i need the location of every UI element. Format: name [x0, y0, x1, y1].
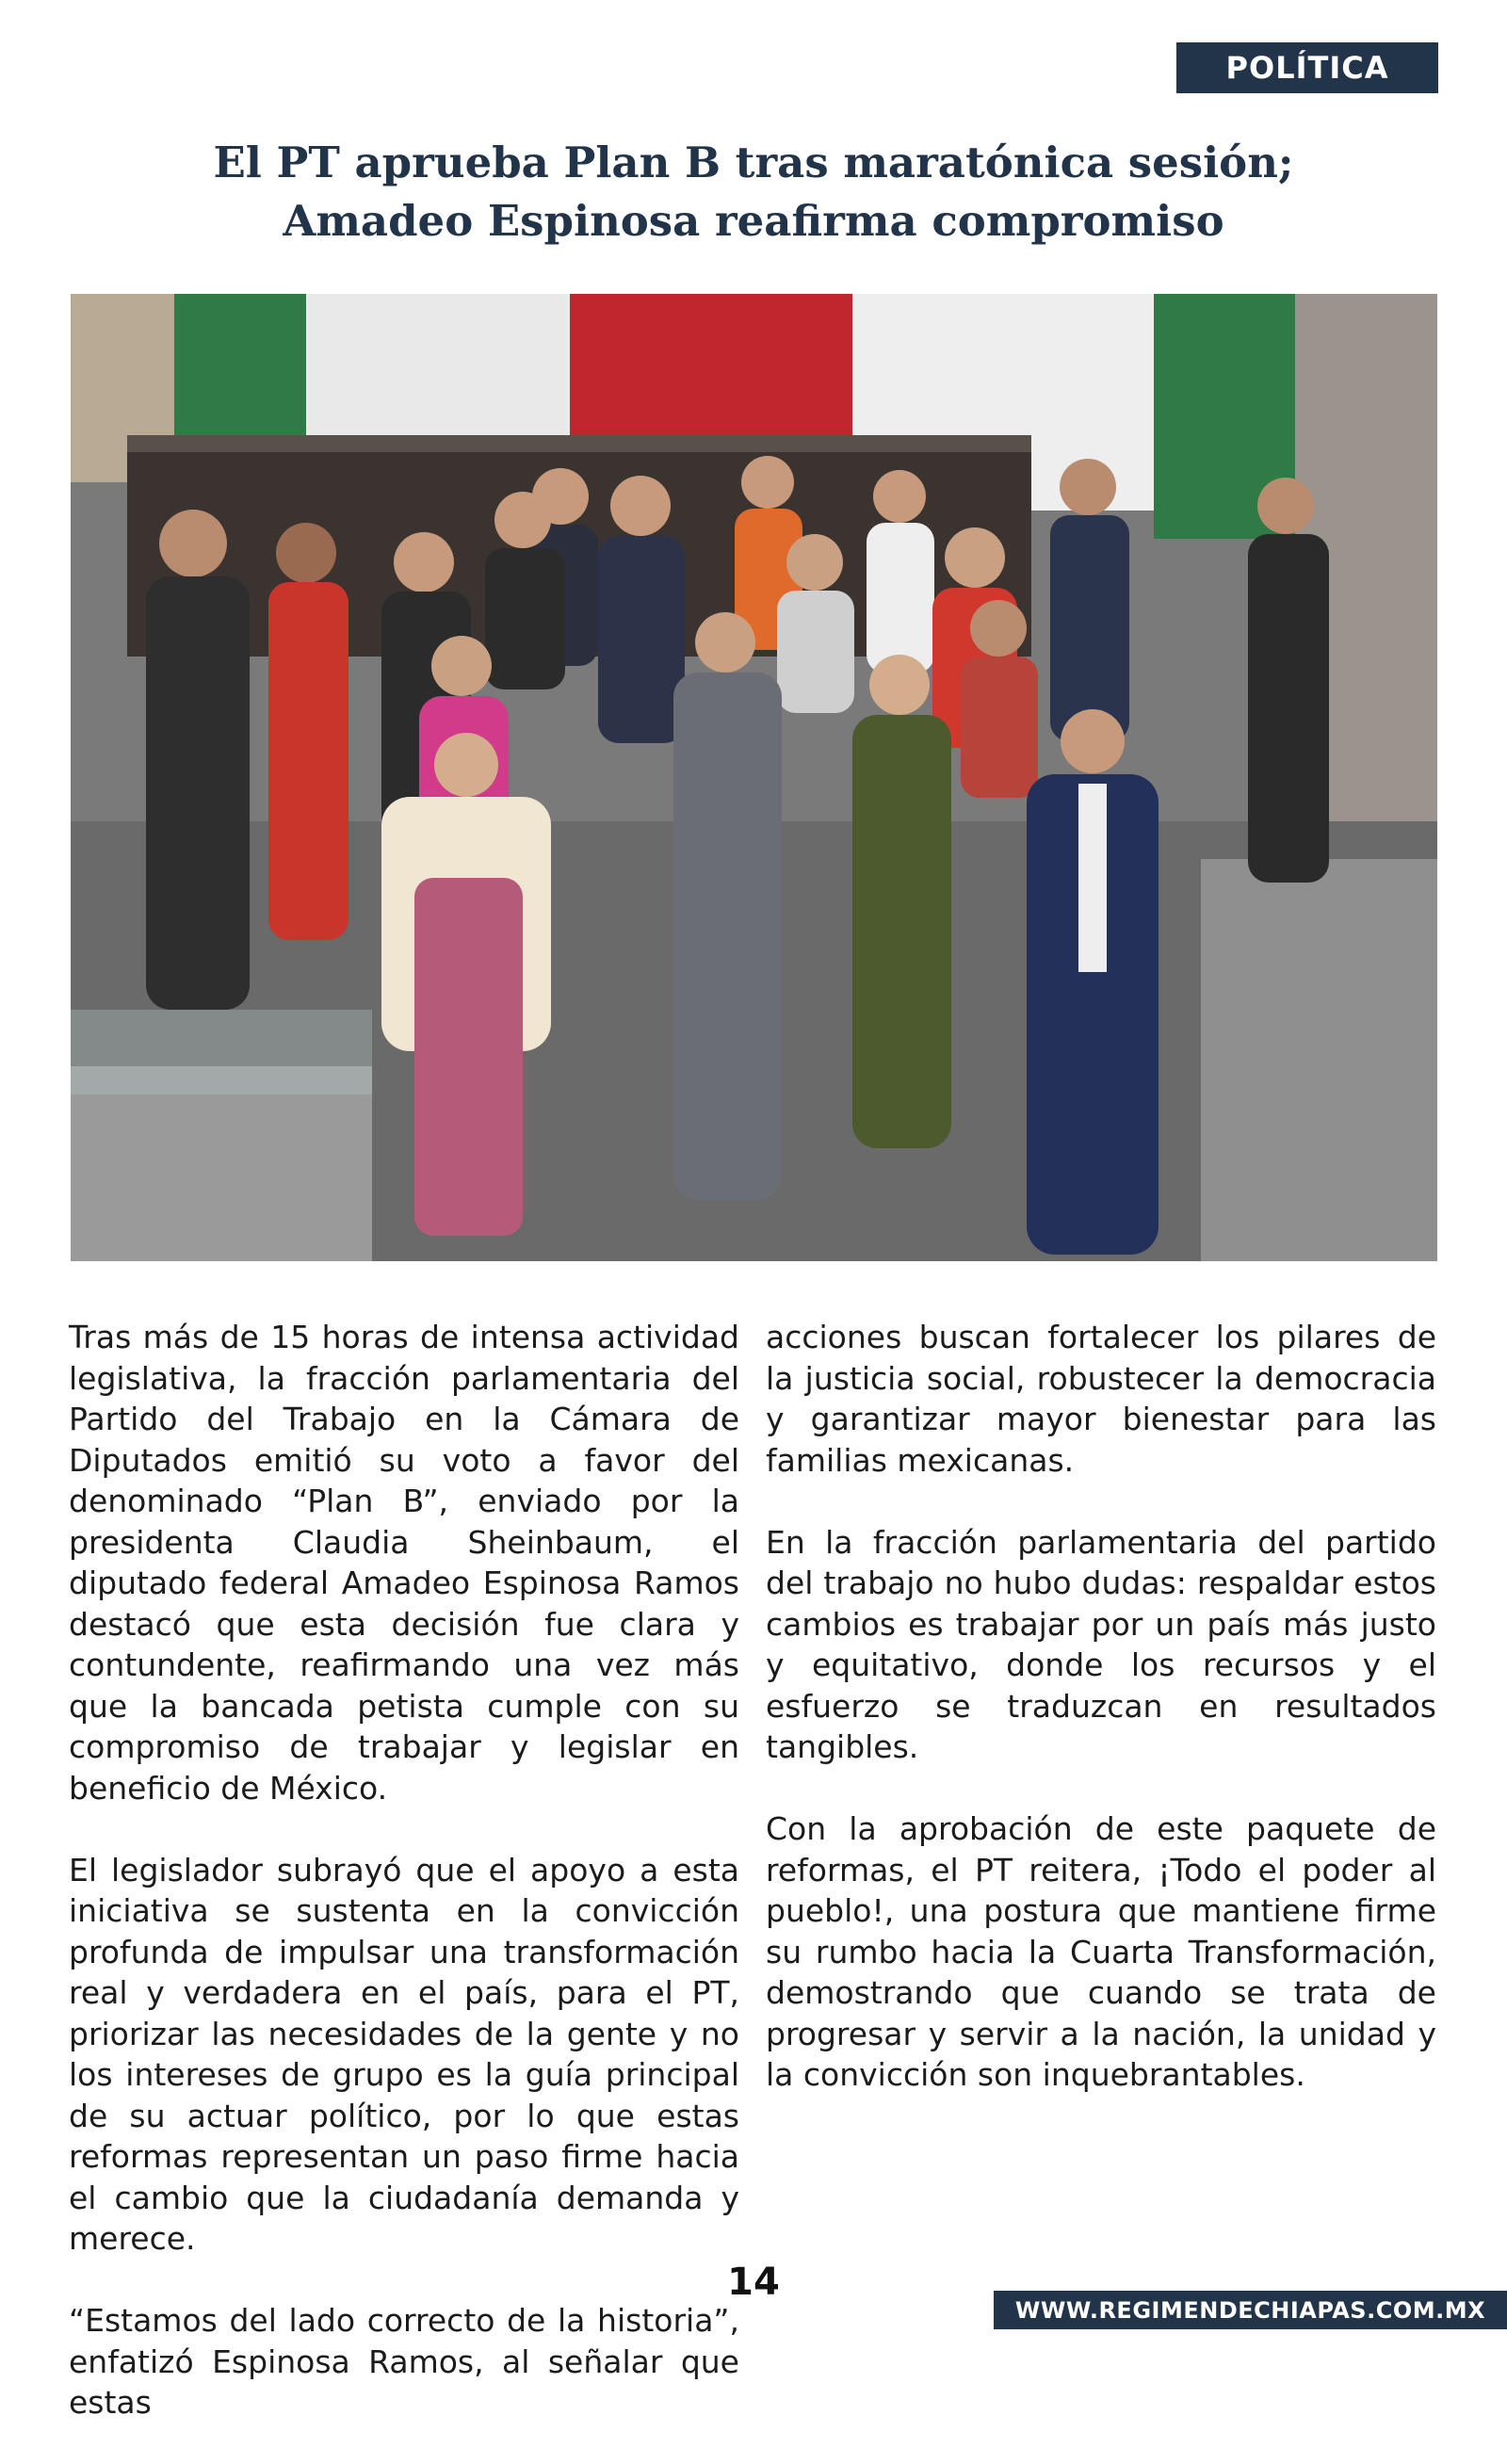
- article-photo: [71, 294, 1437, 1261]
- paragraph-4: acciones buscan fortalecer los pilares de la justicia social, robustecer la democracia y garantizar mayor bienestar para las familias mexicanas.: [766, 1319, 1436, 1479]
- paragraph-6: Con la aprobación de este paquete de reformas, el PT reitera, ¡Todo el poder al pueblo!, una postura que mantiene firme su rumbo hacia la Cuarta Transformación, demostrando que cuando se trata de progresar y servir a la nación, la unidad y la convicción son inquebrantables.: [766, 1810, 1436, 2093]
- article-column-left: [69, 1317, 739, 2464]
- paragraph-2: El legislador subrayó que el apoyo a esta iniciativa se sustenta en la convicción profunda de impulsar una transformación real y verdadera en el país, para el PT, priorizar las necesidades de la gente y no los intereses de grupo es la guía principal de su actuar político, por lo que estas reformas representan un paso firme hacia el cambio que la ciudadanía demanda y merece.: [69, 1851, 739, 2257]
- page-number: 14: [727, 2261, 780, 2304]
- article-headline: El PT aprueba Plan B tras maratónica sesión; Amadeo Espinosa reafirma compromiso: [213, 138, 1294, 246]
- website-link[interactable]: WWW.REGIMENDECHIAPAS.COM.MX: [994, 2291, 1507, 2329]
- paragraph-3: “Estamos del lado correcto de la historia”, enfatizó Espinosa Ramos, al señalar que estas: [69, 2302, 739, 2421]
- paragraph-1: Tras más de 15 horas de intensa actividad legislativa, la fracción parlamentaria del Partido del Trabajo en la Cámara de Diputados emitió su voto a favor del denominado “Plan B”, enviado por la presidenta Claudia Sheinbaum, el diputado federal Amadeo Espinosa Ramos destacó que esta decisión fue clara y contundente, reafirmando una vez más que la bancada petista cumple con su compromiso de trabajar y legislar en beneficio de México.: [69, 1319, 739, 1807]
- paragraph-5: En la fracción parlamentaria del partido del trabajo no hubo dudas: respaldar estos cambios es trabajar por un país más justo y equitativo, donde los recursos y el esfuerzo se traduzcan en resultados tangibles.: [766, 1523, 1436, 1765]
- section-tag: POLÍTICA: [1176, 42, 1438, 93]
- article-column-right: [766, 1317, 1436, 2136]
- group-photo-illustration: [71, 294, 1437, 1261]
